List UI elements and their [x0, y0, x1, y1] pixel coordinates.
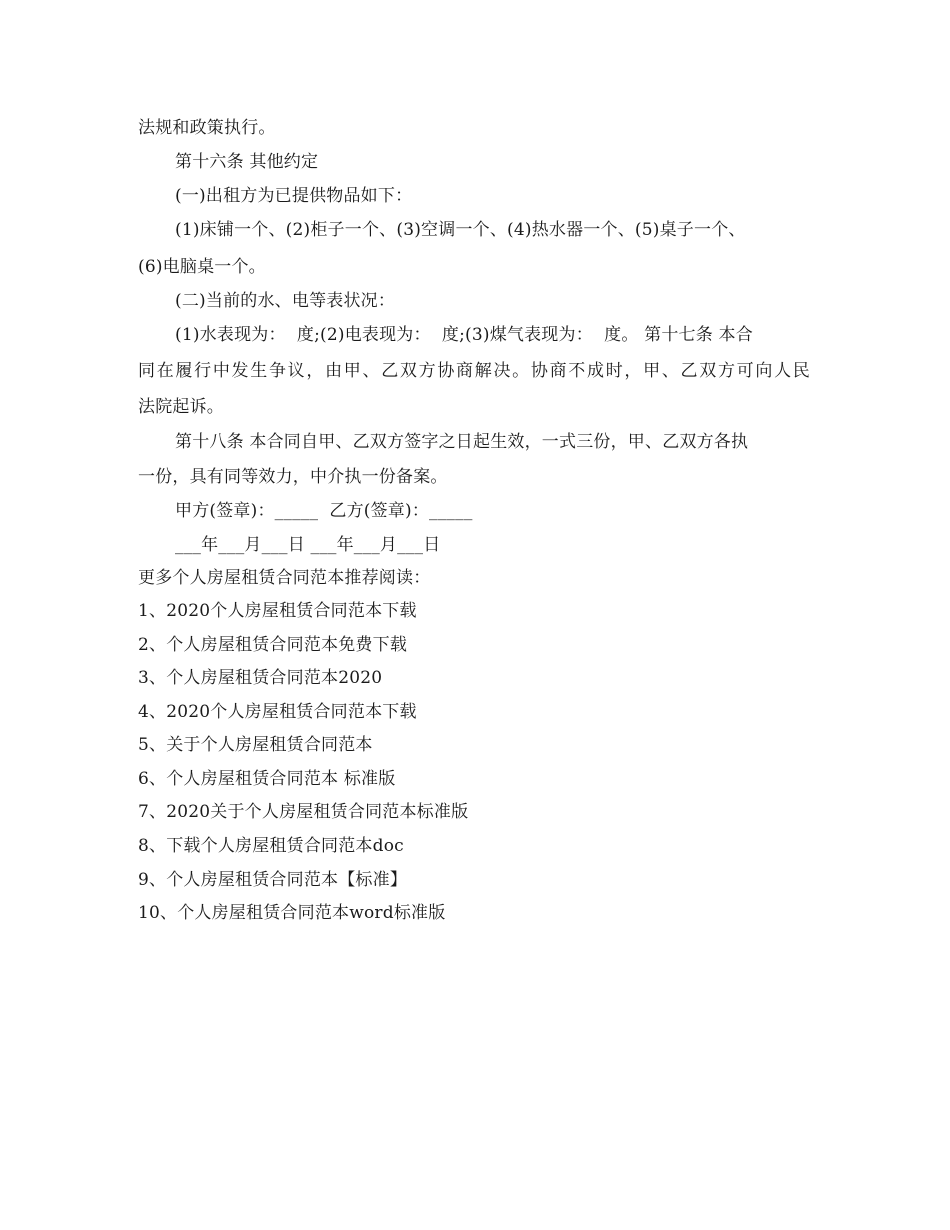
recommend-link[interactable]: 2、个人房屋租赁合同范本免费下载: [138, 635, 408, 655]
recommend-link[interactable]: 6、个人房屋租赁合同范本 标准版: [138, 769, 396, 789]
recommend-link[interactable]: 10、个人房屋租赁合同范本word标准版: [138, 903, 446, 923]
recommend-link[interactable]: 3、个人房屋租赁合同范本2020: [138, 668, 383, 688]
recommend-link[interactable]: 7、2020关于个人房屋租赁合同范本标准版: [138, 802, 469, 822]
recommend-heading: 更多个人房屋租赁合同范本推荐阅读：: [138, 568, 431, 588]
signature-line: 甲方(签章)：_____ 乙方(签章)：_____: [175, 501, 473, 521]
text-line: (二)当前的水、电等表状况：: [175, 291, 396, 311]
recommend-link[interactable]: 8、下载个人房屋租赁合同范本doc: [138, 836, 404, 856]
text-line: (一)出租方为已提供物品如下：: [175, 186, 413, 206]
recommend-link[interactable]: 1、2020个人房屋租赁合同范本下载: [138, 601, 417, 621]
date-line: ___年___月___日 ___年___月___日: [175, 535, 441, 555]
text-line: (1)床铺一个、(2)柜子一个、(3)空调一个、(4)热水器一个、(5)桌子一个、: [175, 220, 746, 240]
text-line: (6)电脑桌一个。: [138, 257, 266, 277]
text-line: 法规和政策执行。: [138, 118, 276, 138]
recommend-link[interactable]: 5、关于个人房屋租赁合同范本: [138, 735, 373, 755]
article-16-heading: 第十六条 其他约定: [175, 152, 319, 172]
recommend-link[interactable]: 4、2020个人房屋租赁合同范本下载: [138, 702, 417, 722]
text-line: 一份，具有同等效力，中介执一份备案。: [138, 467, 448, 487]
text-line: 法院起诉。: [138, 397, 224, 417]
recommend-link[interactable]: 9、个人房屋租赁合同范本【标准】: [138, 870, 408, 890]
text-line: 同在履行中发生争议，由甲、乙双方协商解决。协商不成时，甲、乙双方可向人民: [138, 361, 810, 381]
article-18-line: 第十八条 本合同自甲、乙双方签字之日起生效，一式三份，甲、乙双方各执: [175, 432, 749, 452]
text-line: (1)水表现为： 度;(2)电表现为： 度;(3)煤气表现为： 度。 第十七条 本合: [175, 325, 753, 345]
